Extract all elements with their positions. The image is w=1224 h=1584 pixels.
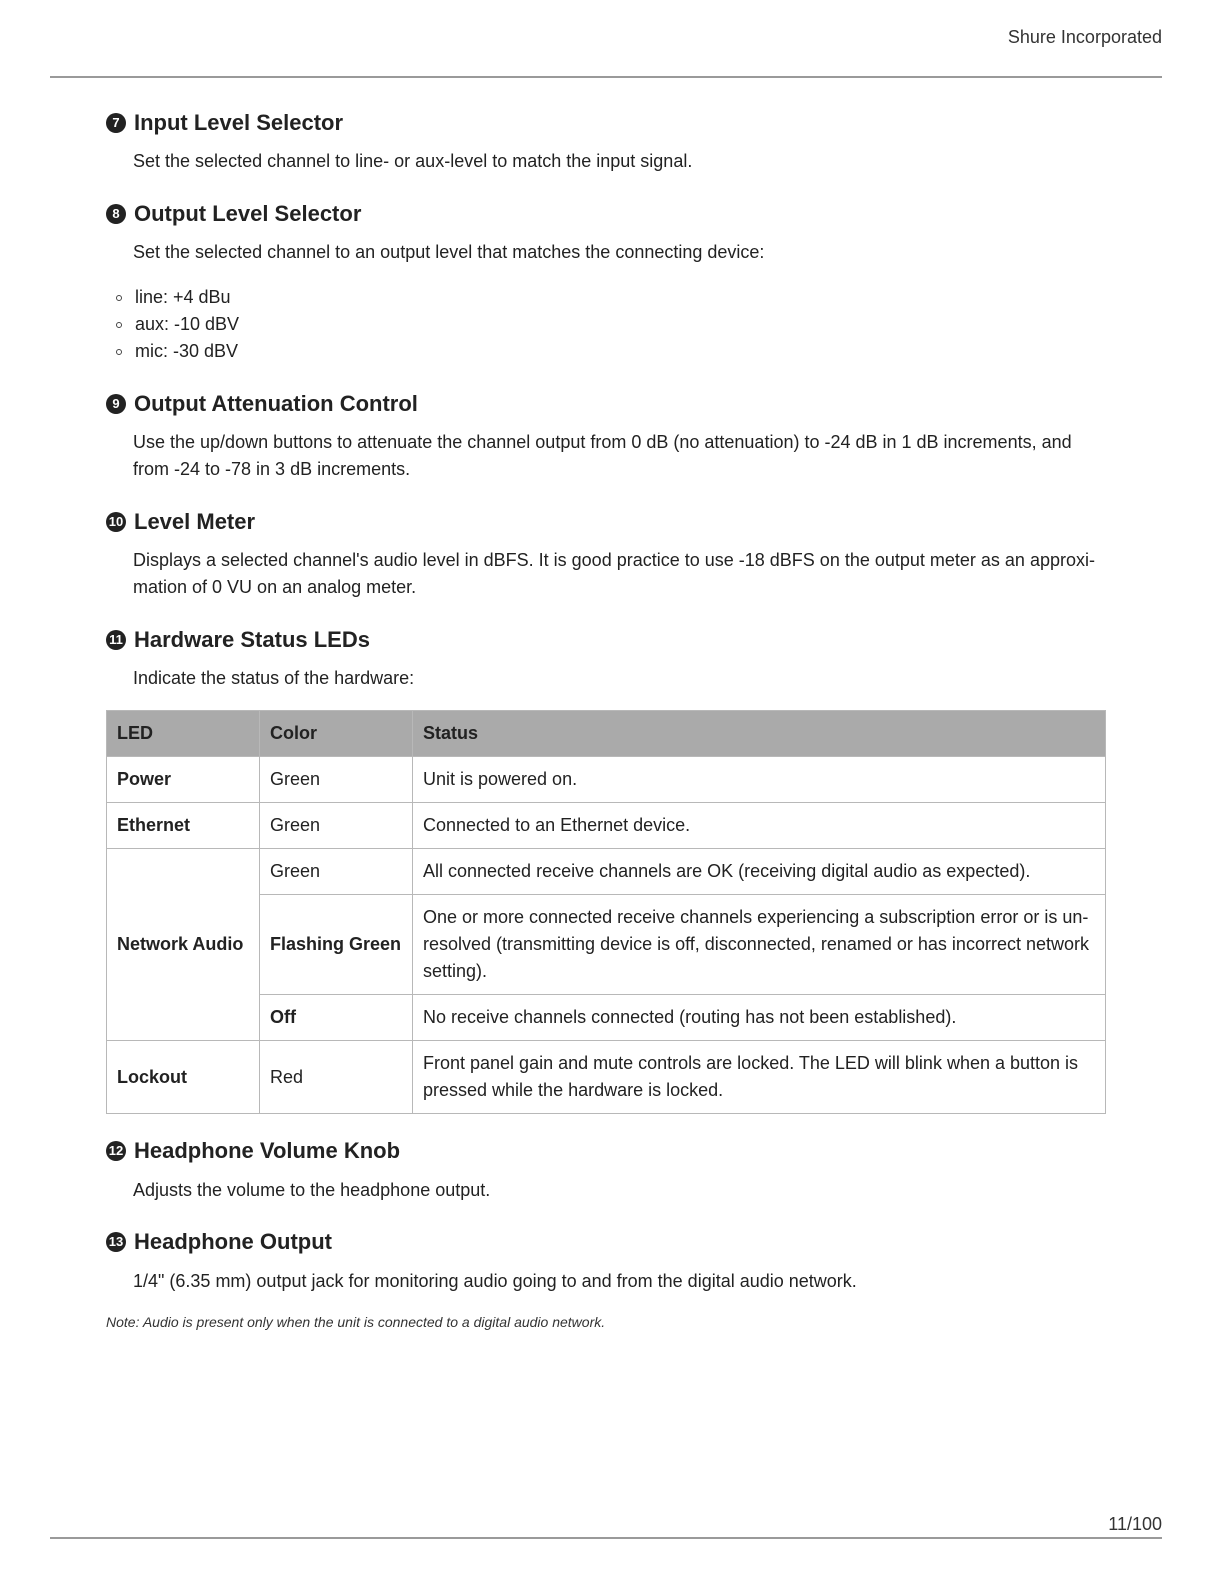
section-headphone-output	[106, 1229, 332, 1255]
section-description: Set the selected channel to line- or aux-level to match the input signal.	[133, 151, 693, 171]
section-description: Indicate the status of the hardware:	[133, 668, 415, 688]
color-cell: Red	[260, 1041, 413, 1114]
color-cell: Green	[260, 849, 413, 895]
section-description: Use the up/down buttons to attenuate the channel output from 0 dB (no attenuation) to -24 dB in 1 dB increments, and from -24 to -78 in 3 dB increments.	[133, 432, 1072, 479]
status-cell: Connected to an Ethernet device.	[413, 803, 1106, 849]
footnote: Note: Audio is present only when the unit is connected to a digital audio network.	[106, 1314, 606, 1330]
color-cell: Green	[260, 803, 413, 849]
section-title: Output Attenuation Control	[134, 391, 418, 416]
list-item: aux: -10 dBV	[115, 311, 239, 338]
section-level-meter	[106, 509, 255, 535]
section-headphone-volume-knob	[106, 1138, 400, 1164]
table-header-row	[107, 711, 1106, 757]
table-row	[107, 757, 1106, 803]
footer-divider	[50, 1537, 1162, 1539]
header-company: Shure Incorporated	[1007, 27, 1162, 47]
bullet-icon	[116, 349, 122, 355]
led-status-table	[106, 710, 1106, 1114]
section-description: Adjusts the volume to the headphone output.	[133, 1180, 491, 1200]
header-divider	[50, 76, 1162, 78]
led-cell: Power	[107, 757, 260, 803]
status-cell: Front panel gain and mute controls are locked. The LED will blink when a button is pressed while the hardware is locked.	[413, 1041, 1106, 1114]
section-description: Set the selected channel to an output level that matches the connecting device:	[133, 242, 765, 262]
page-number: 11/100	[1108, 1514, 1162, 1534]
color-cell: Flashing Green	[260, 895, 413, 995]
section-heading	[106, 1229, 332, 1255]
bullet-icon	[116, 322, 122, 328]
status-cell: No receive channels connected (routing has not been established).	[413, 995, 1106, 1041]
section-description: 1/4" (6.35 mm) output jack for monitoring audio going to and from the digital audio network.	[133, 1271, 857, 1291]
section-title: Headphone Output	[134, 1229, 332, 1254]
section-number-badge: 9	[106, 394, 126, 414]
section-description: Displays a selected channel's audio level in dBFS. It is good practice to use -18 dBFS on the output meter as an approximation of 0 VU on an analog meter.	[133, 550, 1095, 597]
section-title: Input Level Selector	[134, 110, 344, 135]
section-heading	[106, 201, 361, 227]
section-title: Hardware Status LEDs	[134, 627, 370, 652]
section-title: Level Meter	[134, 509, 256, 534]
section-input-level-selector	[106, 110, 343, 136]
section-heading	[106, 509, 255, 535]
table-row	[107, 1041, 1106, 1114]
section-number-badge: 8	[106, 204, 126, 224]
table-row	[107, 803, 1106, 849]
section-hardware-status-leds	[106, 627, 370, 653]
section-number-badge: 12	[106, 1141, 126, 1161]
section-number-badge: 10	[106, 512, 126, 532]
section-heading	[106, 1138, 400, 1164]
color-cell: Off	[260, 995, 413, 1041]
section-heading	[106, 391, 418, 417]
color-cell: Green	[260, 757, 413, 803]
section-heading	[106, 627, 370, 653]
status-cell: Unit is powered on.	[413, 757, 1106, 803]
column-header-color: Color	[260, 711, 413, 757]
section-output-attenuation-control	[106, 391, 418, 417]
section-number-badge: 13	[106, 1232, 126, 1252]
section-output-level-selector	[106, 201, 361, 227]
column-header-status: Status	[413, 711, 1106, 757]
bullet-icon	[116, 295, 122, 301]
output-level-list	[115, 284, 239, 365]
led-cell: Network Audio	[107, 849, 260, 1041]
section-title: Output Level Selector	[134, 201, 362, 226]
led-cell: Ethernet	[107, 803, 260, 849]
column-header-led: LED	[107, 711, 260, 757]
status-cell: All connected receive channels are OK (receiving digital audio as expected).	[413, 849, 1106, 895]
led-cell: Lockout	[107, 1041, 260, 1114]
list-item: line: +4 dBu	[115, 284, 239, 311]
list-item: mic: -30 dBV	[115, 338, 239, 365]
section-title: Headphone Volume Knob	[134, 1138, 401, 1163]
section-number-badge: 11	[106, 630, 126, 650]
status-cell: One or more connected receive channels experiencing a subscription error or is unresolved (transmitting device is off, disconnected, renamed or has incorrect network setting).	[413, 895, 1106, 995]
section-heading	[106, 110, 343, 136]
table-row	[107, 849, 1106, 895]
section-number-badge: 7	[106, 113, 126, 133]
